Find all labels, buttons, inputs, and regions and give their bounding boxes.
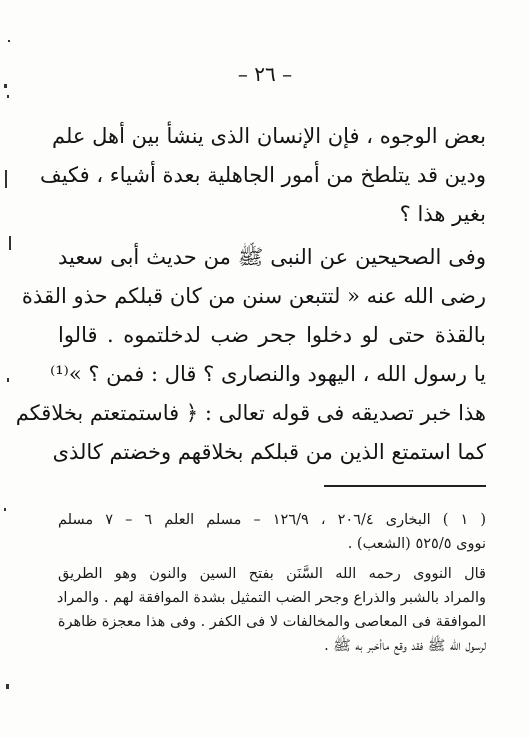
text-line: بغير هذا ؟ [399,202,486,226]
paragraph [15,238,486,472]
text-line: وفى الصحيحين عن النبى ﷺ من حديث أبى سعيد [58,245,486,269]
footnote-line: والمراد بالشبر والذراع وجحر الضب التمثيل بشدة الموافقة لهم . والمراد [56,590,486,606]
page-number: – ٢٦ – [237,62,293,86]
text-line: يا رسول الله ، اليهود والنصارى ؟ قال : فمن ؟ »⁽¹⁾ [50,362,486,386]
margin-mark [8,40,10,42]
margin-mark [6,684,9,689]
footnote-separator [324,485,486,487]
footnote-line: قال النووى رحمه الله السَّنَن بفتح السين والنون وهو الطريق [58,566,486,582]
text-line: بعض الوجوه ، فإن الإنسان الذى ينشأ بين أهل علم [52,124,486,148]
margin-mark [4,508,6,511]
footnote [58,508,486,556]
text-line: بالقذة حتى لو دخلوا جحر ضب لدخلتموه . قالوا [58,323,486,347]
footnote-line: لرسول الله ﷺ فقد وقع ماأخبر به ﷺ . [324,638,486,654]
footnote-line: ( ١ ) البخارى ٢٠٦/٤ ، ١٢٦/٩ – مسلم العلم ٦ – ٧ مسلم [58,512,487,528]
text-line: رضى الله عنه « لتتبعن سنن من كان قبلكم حذو القذة [21,284,486,308]
text-line: ودين قد يتلطخ من أمور الجاهلية بعدة أشياء ، فكيف [39,163,486,187]
text-line: كما استمتع الذين من قبلكم بخلاقهم وخضتم كالذى [52,440,486,464]
paragraph [39,117,486,234]
footnote-note [58,562,486,658]
footnote-line: نووى ٥٢٥/٥ (الشعب) . [347,536,486,552]
margin-mark [7,378,9,382]
footnote-line: الموافقة فى المعاصى والمخالفات لا فى الكفر . وفى هذا معجزة ظاهرة [57,614,486,630]
margin-mark [7,95,9,98]
margin-mark [9,236,11,250]
text-line: هذا خبر تصديقه فى قوله تعالى : ﴿ فاستمتعتم بخلاقكم [15,401,486,425]
margin-mark [5,170,7,188]
